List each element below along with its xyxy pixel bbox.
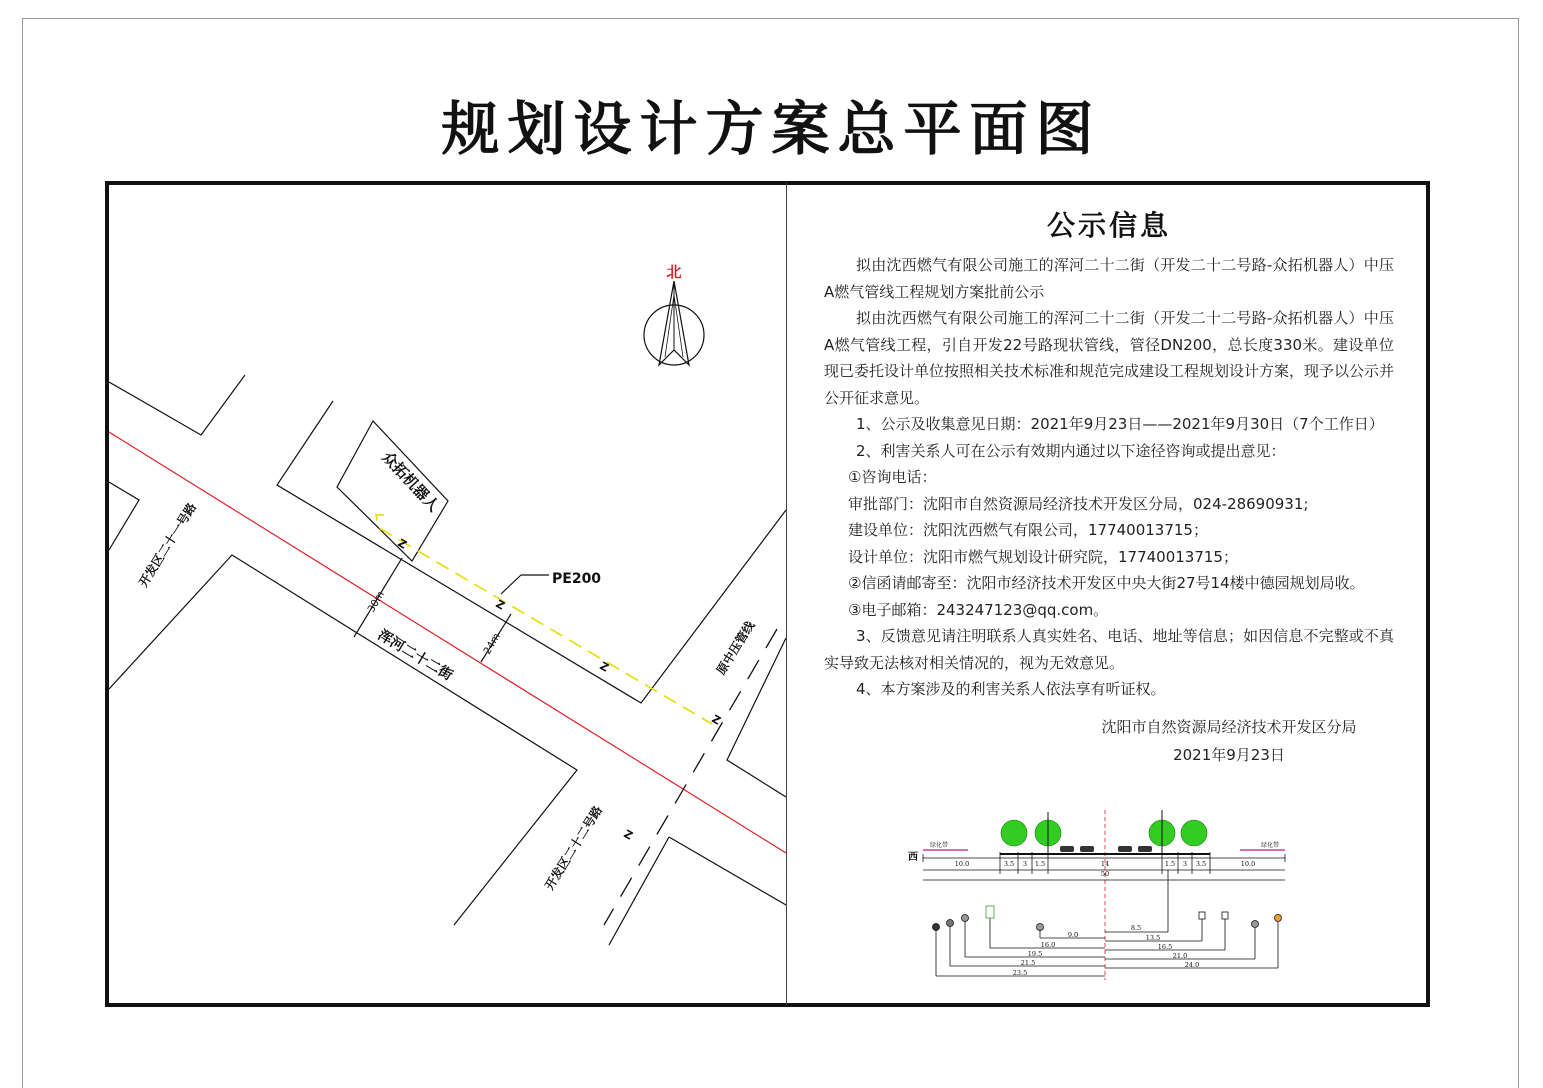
road-label-22: 开发区二十二号路 [542, 803, 605, 893]
pipe-dim: 8.5 [1130, 924, 1142, 932]
pipe-mark: Z [493, 597, 507, 613]
building-label: 众拓机器人 [378, 448, 443, 516]
notice-line: 审批部门：沈阳市自然资源局经济技术开发区分局，024-28690931; [848, 494, 1309, 513]
existing-pipe-line [604, 629, 777, 925]
pipe-label-leader [501, 575, 521, 594]
block-edge [109, 555, 577, 925]
top-dim: 10.0 [954, 860, 970, 868]
pipe-mark: Z [709, 712, 723, 728]
notice-line: ②信函请邮寄至：沈阳市经济技术开发区中央大街27号14楼中德园规划局收。 [848, 574, 1365, 592]
block-edge [109, 482, 139, 550]
pipe-dim: 9.0 [1067, 931, 1079, 939]
north-label: 北 [666, 263, 682, 281]
notice-item: 4、本方案涉及的利害关系人依法享有听证权。 [856, 680, 1166, 698]
pipe-mark: Z [395, 536, 409, 552]
block-edge [109, 375, 245, 435]
pipe-size-label: PE200 [552, 571, 602, 587]
signature-date: 2021年9月23日 [1173, 745, 1285, 764]
road-label-21: 开发区二十一号路 [136, 500, 199, 590]
pipe-dim: 16.5 [1157, 943, 1173, 951]
gas-pipe-line [376, 515, 712, 724]
top-dim: 14 [1100, 860, 1110, 868]
existing-pipe-label: 原中压管线 [713, 618, 758, 678]
north-arrow [644, 263, 704, 365]
total-width: 50 [1100, 870, 1110, 878]
pipe-dim: 23.5 [1012, 969, 1028, 977]
pipe-mark: Z [597, 659, 611, 675]
block-edge [277, 401, 786, 703]
notice-title: 公示信息 [1046, 209, 1171, 242]
block-edge [669, 837, 786, 905]
top-dim: 3 [1182, 860, 1188, 868]
notice-item: 3、反馈意见请注明联系人真实姓名、电话、地址等信息；如因信息不完整或不真实导致无法核对相关情况的，视为无效意见。 [824, 627, 1394, 672]
dim-label-24m: 24m [482, 631, 503, 657]
site-plan-map [109, 185, 786, 1003]
pipe-dim: 13.5 [1145, 934, 1161, 942]
road-center-line [109, 432, 786, 853]
notice-item: 1、公示及收集意见日期：2021年9月23日——2021年9月30日（7个工作日） [856, 415, 1384, 433]
block-edge [727, 638, 786, 797]
west-label: 西 [908, 852, 918, 863]
road-cross-section [890, 800, 1300, 990]
pipe-dim: 24.0 [1184, 961, 1200, 969]
green-belt-label-left: 绿化带 [929, 842, 949, 849]
top-dim: 3.5 [1003, 860, 1015, 868]
block-edge [609, 837, 669, 945]
pipe-dim: 21.0 [1172, 952, 1188, 960]
road-label-main: 浑河二十二街 [374, 627, 456, 685]
pipe-mark: Z [621, 827, 635, 843]
signature-org: 沈阳市自然资源局经济技术开发区分局 [1101, 717, 1357, 736]
top-dim: 3.5 [1195, 860, 1207, 868]
top-dim: 3 [1022, 860, 1028, 868]
pipe-dim: 21.5 [1020, 959, 1036, 967]
pipe-dim: 16.0 [1040, 941, 1056, 949]
public-notice-panel [824, 206, 1394, 769]
top-dim: 10.0 [1240, 860, 1256, 868]
notice-line: 设计单位：沈阳市燃气规划设计研究院，17740013715； [848, 547, 1238, 566]
page-title: 规划设计方案总平面图 [441, 95, 1102, 163]
notice-paragraph: 拟由沈西燃气有限公司施工的浑河二十二街（开发二十二号路-众拓机器人）中压A燃气管线工程，引自开发22号路现状管线，管径DN200，总长度330米。建设单位现已委托设计单位按照相关技术标准和规范完成建设工程规划设计方案，现予以公示并公开征求意见。 [824, 309, 1395, 407]
notice-line: ①咨询电话： [848, 468, 937, 486]
pipe-dim: 19.5 [1027, 950, 1043, 958]
notice-line: 建设单位：沈阳沈西燃气有限公司，17740013715； [848, 521, 1208, 539]
top-dim: 1.5 [1164, 860, 1176, 868]
frame-divider [786, 183, 787, 1005]
notice-paragraph: 拟由沈西燃气有限公司施工的浑河二十二街（开发二十二号路-众拓机器人）中压A燃气管线工程规划方案批前公示 [824, 256, 1394, 301]
notice-email: ③电子邮箱：243247123@qq.com。 [848, 600, 1109, 619]
notice-item: 2、利害关系人可在公示有效期内通过以下途径咨询或提出意见： [856, 441, 1286, 460]
dim-label-30m: 30m [366, 589, 387, 615]
top-dim: 1.5 [1034, 860, 1046, 868]
green-belt-label-right: 绿化带 [1260, 842, 1280, 849]
